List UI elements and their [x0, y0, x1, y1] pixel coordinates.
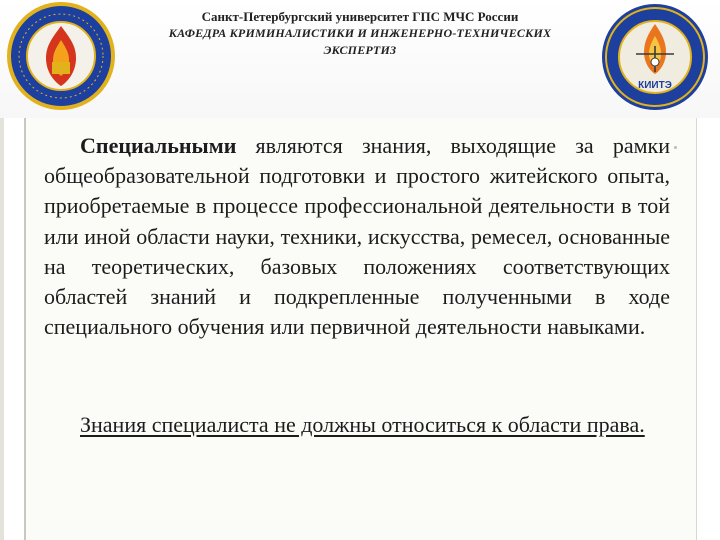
department-emblem-label: КИИТЭ [638, 80, 672, 91]
university-emblem-icon [2, 0, 120, 112]
department-title-line1: КАФЕДРА КРИМИНАЛИСТИКИ И ИНЖЕНЕРНО-ТЕХНИЧЕСКИХ [168, 26, 552, 40]
frame-marker [674, 146, 677, 149]
definition-lead-term: Специальными [80, 133, 237, 158]
note-text: Знания специалиста не должны относиться к области права. [80, 412, 645, 437]
department-emblem-icon [596, 2, 714, 112]
department-title-line2: ЭКСПЕРТИЗ [323, 43, 397, 57]
definition-paragraph [44, 131, 670, 342]
title-block [130, 8, 590, 59]
slide-header [0, 0, 720, 118]
university-title: Санкт-Петербургский университет ГПС МЧС России [201, 9, 519, 24]
definition-text: являются знания, выходящие за рамки общеобразовательной подготовки и простого житейского опыта, приобретаемые в процессе профессиональной деятельности в той или иной области науки, техники, искусства, ремесел, основанные на теоретических, базовых положениях соответствующих областей знаний и подкрепленные полученными в ходе специального обучения или первичной деятельности навыками. [44, 133, 670, 340]
left-accent-bar [0, 118, 4, 540]
note-paragraph [44, 410, 670, 440]
